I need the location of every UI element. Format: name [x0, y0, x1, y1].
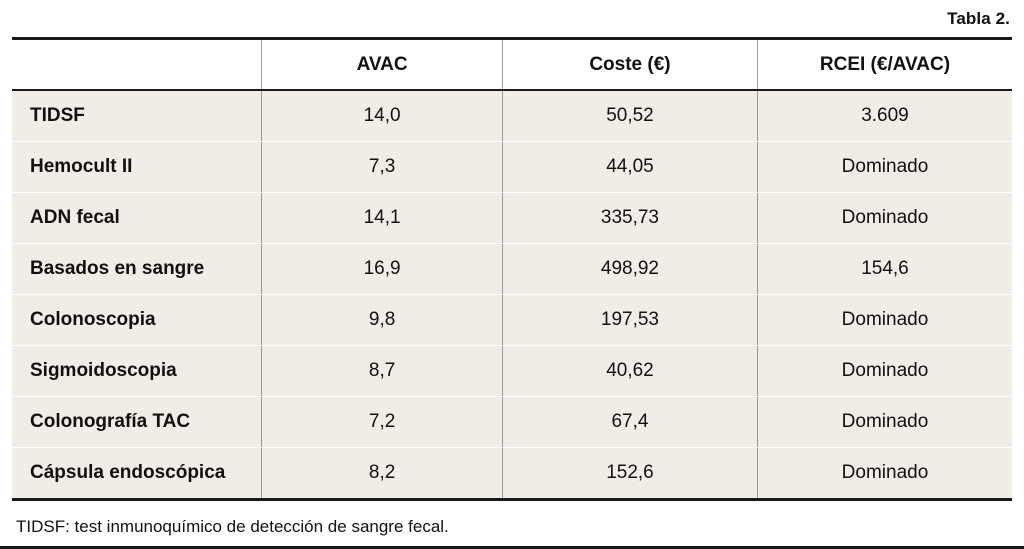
row-label: Cápsula endoscópica: [12, 448, 262, 500]
cell-avac: 9,8: [262, 295, 503, 346]
cell-rcei: Dominado: [757, 295, 1012, 346]
cell-avac: 8,2: [262, 448, 503, 500]
table-row: [12, 448, 1012, 500]
table-header-row: [12, 39, 1012, 91]
cell-rcei: Dominado: [757, 346, 1012, 397]
row-label: ADN fecal: [12, 193, 262, 244]
cell-rcei: Dominado: [757, 142, 1012, 193]
row-label: TIDSF: [12, 90, 262, 142]
table-row: [12, 193, 1012, 244]
cell-rcei: 154,6: [757, 244, 1012, 295]
column-header-rcei: RCEI (€/AVAC): [757, 39, 1012, 91]
cell-coste: 50,52: [502, 90, 757, 142]
cell-coste: 152,6: [502, 448, 757, 500]
cell-avac: 7,2: [262, 397, 503, 448]
row-label: Colonografía TAC: [12, 397, 262, 448]
table-body: [12, 90, 1012, 500]
table-row: [12, 295, 1012, 346]
table-footnote: TIDSF: test inmunoquímico de detección de sangre fecal.: [16, 517, 449, 536]
cell-coste: 44,05: [502, 142, 757, 193]
cell-avac: 7,3: [262, 142, 503, 193]
cell-rcei: Dominado: [757, 193, 1012, 244]
cell-rcei: 3.609: [757, 90, 1012, 142]
cell-coste: 498,92: [502, 244, 757, 295]
column-header-blank: [12, 39, 262, 91]
cell-avac: 14,1: [262, 193, 503, 244]
cell-avac: 14,0: [262, 90, 503, 142]
cell-avac: 8,7: [262, 346, 503, 397]
table-row: [12, 346, 1012, 397]
row-label: Sigmoidoscopia: [12, 346, 262, 397]
table-caption: Tabla 2.: [947, 9, 1010, 28]
cell-coste: 67,4: [502, 397, 757, 448]
results-table: [12, 37, 1012, 501]
table-row: [12, 142, 1012, 193]
cell-rcei: Dominado: [757, 397, 1012, 448]
row-label: Hemocult II: [12, 142, 262, 193]
row-label: Basados en sangre: [12, 244, 262, 295]
cell-avac: 16,9: [262, 244, 503, 295]
table-row: [12, 397, 1012, 448]
table-row: [12, 244, 1012, 295]
cell-coste: 40,62: [502, 346, 757, 397]
cell-coste: 197,53: [502, 295, 757, 346]
column-header-coste: Coste (€): [502, 39, 757, 91]
cell-coste: 335,73: [502, 193, 757, 244]
column-header-avac: AVAC: [262, 39, 503, 91]
table-header: [12, 39, 1012, 91]
row-label: Colonoscopia: [12, 295, 262, 346]
table-row: [12, 90, 1012, 142]
cell-rcei: Dominado: [757, 448, 1012, 500]
